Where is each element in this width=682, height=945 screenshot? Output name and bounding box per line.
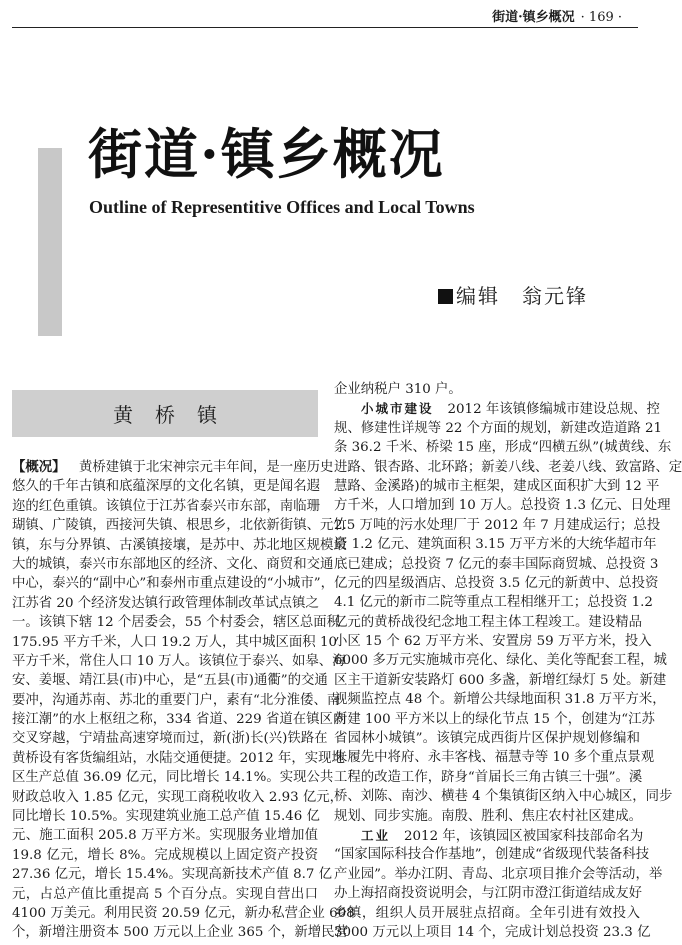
line-text: 2.5 万吨的污水处理厂于 2012 年 7 月建成运行；总投: [334, 517, 661, 533]
line-text: 财政总收入 1.85 亿元，实现工商税收收入 2.93 亿元，: [12, 789, 344, 805]
text-line: [12, 885, 318, 904]
text-line: [12, 652, 346, 671]
line-text: 19.8 亿元，增长 8%。完成规模以上固定资产投资: [12, 847, 318, 863]
text-line: [12, 477, 318, 496]
square-bullet-icon: [438, 289, 453, 304]
text-line: [334, 477, 660, 496]
line-text: 工程的改造工作，跻身“首届长三角古镇三十强”。溪: [334, 769, 643, 785]
paragraph-lead: 工业: [361, 827, 391, 843]
text-line: [12, 768, 334, 787]
text-line: [12, 807, 318, 826]
line-text: 4100 万美元。利用民资 20.59 亿元，新办私营企业 608: [12, 905, 355, 921]
text-line: [334, 651, 667, 670]
text-line: [12, 555, 334, 574]
text-line: [12, 594, 318, 613]
line-text: 同比增长 10.5%。实现建筑业施工总产值 15.46 亿: [12, 809, 320, 825]
line-text: “国家国际科技合作基地”，创建成“省级现代装备科技: [334, 847, 650, 863]
header-rule: [12, 27, 638, 28]
running-header: [492, 6, 622, 25]
text-line: [12, 516, 347, 535]
line-text: 资 1.2 亿元、建筑面积 3.15 万平方米的大统华超市年: [334, 537, 657, 553]
text-line: [334, 807, 640, 826]
text-line: [12, 826, 318, 845]
line-text: 个，新增注册资本 500 万元以上企业 365 个，新增民营: [12, 925, 348, 941]
page-subtitle: Outline of Representitive Offices and Local Towns: [89, 197, 475, 217]
line-text: 视频监控点 48 个。新增公共绿地面积 31.8 万平方米，: [334, 692, 666, 708]
line-text: 安、姜堰、靖江县(市)中心，是“五县(市)通衢”的交通: [12, 673, 328, 689]
text-line: [12, 923, 348, 942]
line-text: 企业纳税户 310 户。: [334, 382, 462, 397]
line-text: 省园林小城镇”。该镇完成西街片区保护规划修编和: [334, 731, 640, 747]
text-line: [334, 845, 650, 864]
line-text: 27.36 亿元，增长 15.4%。实现高新技术产值 8.7 亿: [12, 867, 333, 883]
line-text: 区主干道新安装路灯 600 多盏，新增红绿灯 5 处。新建: [334, 672, 667, 688]
text-line: [334, 613, 640, 632]
text-line: [334, 632, 652, 651]
text-line: [12, 865, 333, 884]
line-text: 方千米，人口增加到 10 万人。总投资 1.3 亿元、日处理: [334, 498, 671, 514]
line-text: 桥、刘陈、南沙、横巷 4 个集镇街区纳入中心城区，同步: [334, 789, 673, 805]
text-line: [12, 904, 355, 923]
line-text: 慧路、金溪路)的城市主框架，建成区面积扩大到 12 平: [334, 478, 660, 494]
decorative-bar: [38, 148, 62, 336]
text-line: [334, 671, 667, 690]
line-text: 朱履先中将府、永丰客栈、福慧寺等 10 多个重点景观: [334, 750, 655, 766]
line-text: 黄桥建镇于北宋神宗元丰年间，是一座历史: [78, 460, 334, 475]
line-text: 镇，东与分界镇、古溪镇接壤，是苏中、苏北地区规模最: [12, 537, 347, 553]
line-text: 瑚镇、广陵镇，西接河失镇、根思乡，北依新街镇、元竹: [12, 518, 347, 534]
text-line: [334, 593, 653, 612]
text-line: [12, 633, 337, 652]
line-text: 175.95 平方千米，人口 19.2 万人，其中城区面积 10: [12, 634, 337, 650]
line-text: 规划、同步实施。南殷、胜利、焦庄农村社区建成。: [334, 808, 642, 824]
text-line: [12, 729, 328, 748]
text-line: [12, 788, 344, 807]
line-text: 江苏省 20 个经济发达镇行政管理体制改革试点镇之: [12, 595, 319, 611]
line-text: 进路、银杏路、北环路；新姜八线、老姜八线、致富路、定: [334, 459, 682, 475]
section-name: 街道·镇乡概况: [492, 10, 575, 25]
line-text: 区生产总值 36.09 亿元，同比增长 14.1%。实现公共: [12, 770, 334, 786]
paragraph-lead: 【概况】: [12, 459, 66, 475]
line-text: 元，占总产值比重提高 5 个百分点。实现自营出口: [12, 886, 318, 902]
text-line: [334, 516, 661, 535]
line-text: 元、施工面积 205.8 万平方米。实现服务业增加值: [12, 828, 318, 844]
line-text: 一。该镇下辖 12 个居委会，55 个村委会，辖区总面积: [12, 615, 341, 631]
line-text: 接江潮”的水上枢纽之称，334 省道、229 省道在镇区内: [12, 712, 347, 728]
text-line: [12, 497, 318, 516]
text-line: [12, 613, 341, 632]
line-text: 乡镇，组织人员开展驻点招商。全年引进有效投入: [334, 905, 640, 921]
line-text: 交叉穿越，宁靖盐高速穿境而过，新(浙)长(兴)铁路在: [12, 731, 328, 747]
text-line: [12, 846, 318, 865]
line-text: 亿元的黄桥战役纪念地工程主体工程竣工。建设精品: [334, 614, 642, 630]
line-text: 3000 万元以上项目 14 个，完成计划总投资 23.3 亿: [334, 924, 651, 940]
line-text: 大的城镇，泰兴市东部地区的经济、文化、商贸和交通: [12, 556, 334, 572]
line-text: 黄桥设有客货编组站，水陆交通便捷。2012 年，实现地: [12, 750, 345, 766]
line-text: 平方千米，常住人口 10 万人。该镇位于泰兴、如皋、海: [12, 653, 346, 669]
text-line: [12, 749, 345, 768]
text-line: [334, 884, 640, 903]
line-text: 2012 年，该镇园区被国家科技部命名为: [404, 828, 644, 844]
line-text: 6000 多万元实施城市亮化、绿化、美化等配套工程，城: [334, 653, 667, 669]
text-line: [334, 923, 651, 942]
text-line: [334, 729, 640, 748]
line-text: 办上海招商投资说明会，与江阴市澄江街道结成友好: [334, 886, 642, 902]
text-line: [12, 691, 341, 710]
text-line: [334, 574, 659, 593]
right-column: [334, 380, 682, 942]
text-line: [334, 826, 644, 845]
line-text: 条 36.2 千米、桥梁 15 座，形成“四横五纵”(城黄线、东: [334, 440, 672, 456]
line-text: 小区 15 个 62 万平方米、安置房 59 万平方米，投入: [334, 634, 652, 650]
text-line: [334, 710, 655, 729]
line-text: 亿元的四星级酒店、总投资 3.5 亿元的新黄中、总投资: [334, 575, 659, 591]
line-text: 中心，泰兴的“副中心”和泰州市重点建设的“小城市”，: [12, 576, 334, 592]
text-line: [334, 865, 663, 884]
line-text: 底已建成；总投资 7 亿元的泰丰国际商贸城、总投资 3: [334, 556, 659, 572]
paragraph-lead: 小城市建设: [361, 401, 434, 417]
text-line: [334, 535, 657, 554]
text-line: [334, 399, 660, 418]
text-line: [334, 458, 682, 477]
text-line: [12, 710, 347, 729]
text-line: [334, 904, 640, 923]
text-line: [334, 768, 643, 787]
page-title: 街道·镇乡概况: [88, 122, 445, 186]
line-text: 4.1 亿元的新市二院等重点工程相继开工；总投资 1.2: [334, 595, 653, 611]
text-line: [334, 496, 671, 515]
text-line: [334, 419, 663, 438]
author: 编辑 翁元锋: [456, 284, 588, 308]
page-number: · 169 ·: [580, 10, 622, 25]
text-line: [12, 458, 334, 477]
line-text: 新建 100 平方米以上的绿化节点 15 个，创建为“江苏: [334, 711, 655, 727]
town-heading-box: [12, 390, 318, 437]
author-line: [438, 280, 588, 309]
line-text: 悠久的千年古镇和底蕴深厚的文化名镇，更是闻名遐: [12, 479, 320, 495]
line-text: 产业园”。举办江阴、青岛、北京项目推介会等活动，举: [334, 866, 663, 882]
text-line: [12, 671, 328, 690]
line-text: 2012 年该镇修编城市建设总规、控: [447, 402, 660, 418]
text-line: [334, 380, 640, 399]
text-line: [334, 690, 666, 709]
text-line: [334, 438, 672, 457]
text-line: [12, 574, 334, 593]
left-column: [12, 458, 355, 943]
line-text: 要冲，沟通苏南、苏北的重要门户，素有“北分淮倭、南: [12, 692, 341, 708]
text-line: [12, 536, 347, 555]
text-line: [334, 787, 673, 806]
text-line: [334, 748, 655, 767]
text-line: [334, 555, 659, 574]
line-text: 规、修建性详规等 22 个方面的规划，新建改造道路 21: [334, 420, 663, 436]
line-text: 迩的红色重镇。该镇位于江苏省泰兴市东部，南临珊: [12, 498, 320, 514]
town-heading: 黄桥镇: [113, 403, 239, 427]
